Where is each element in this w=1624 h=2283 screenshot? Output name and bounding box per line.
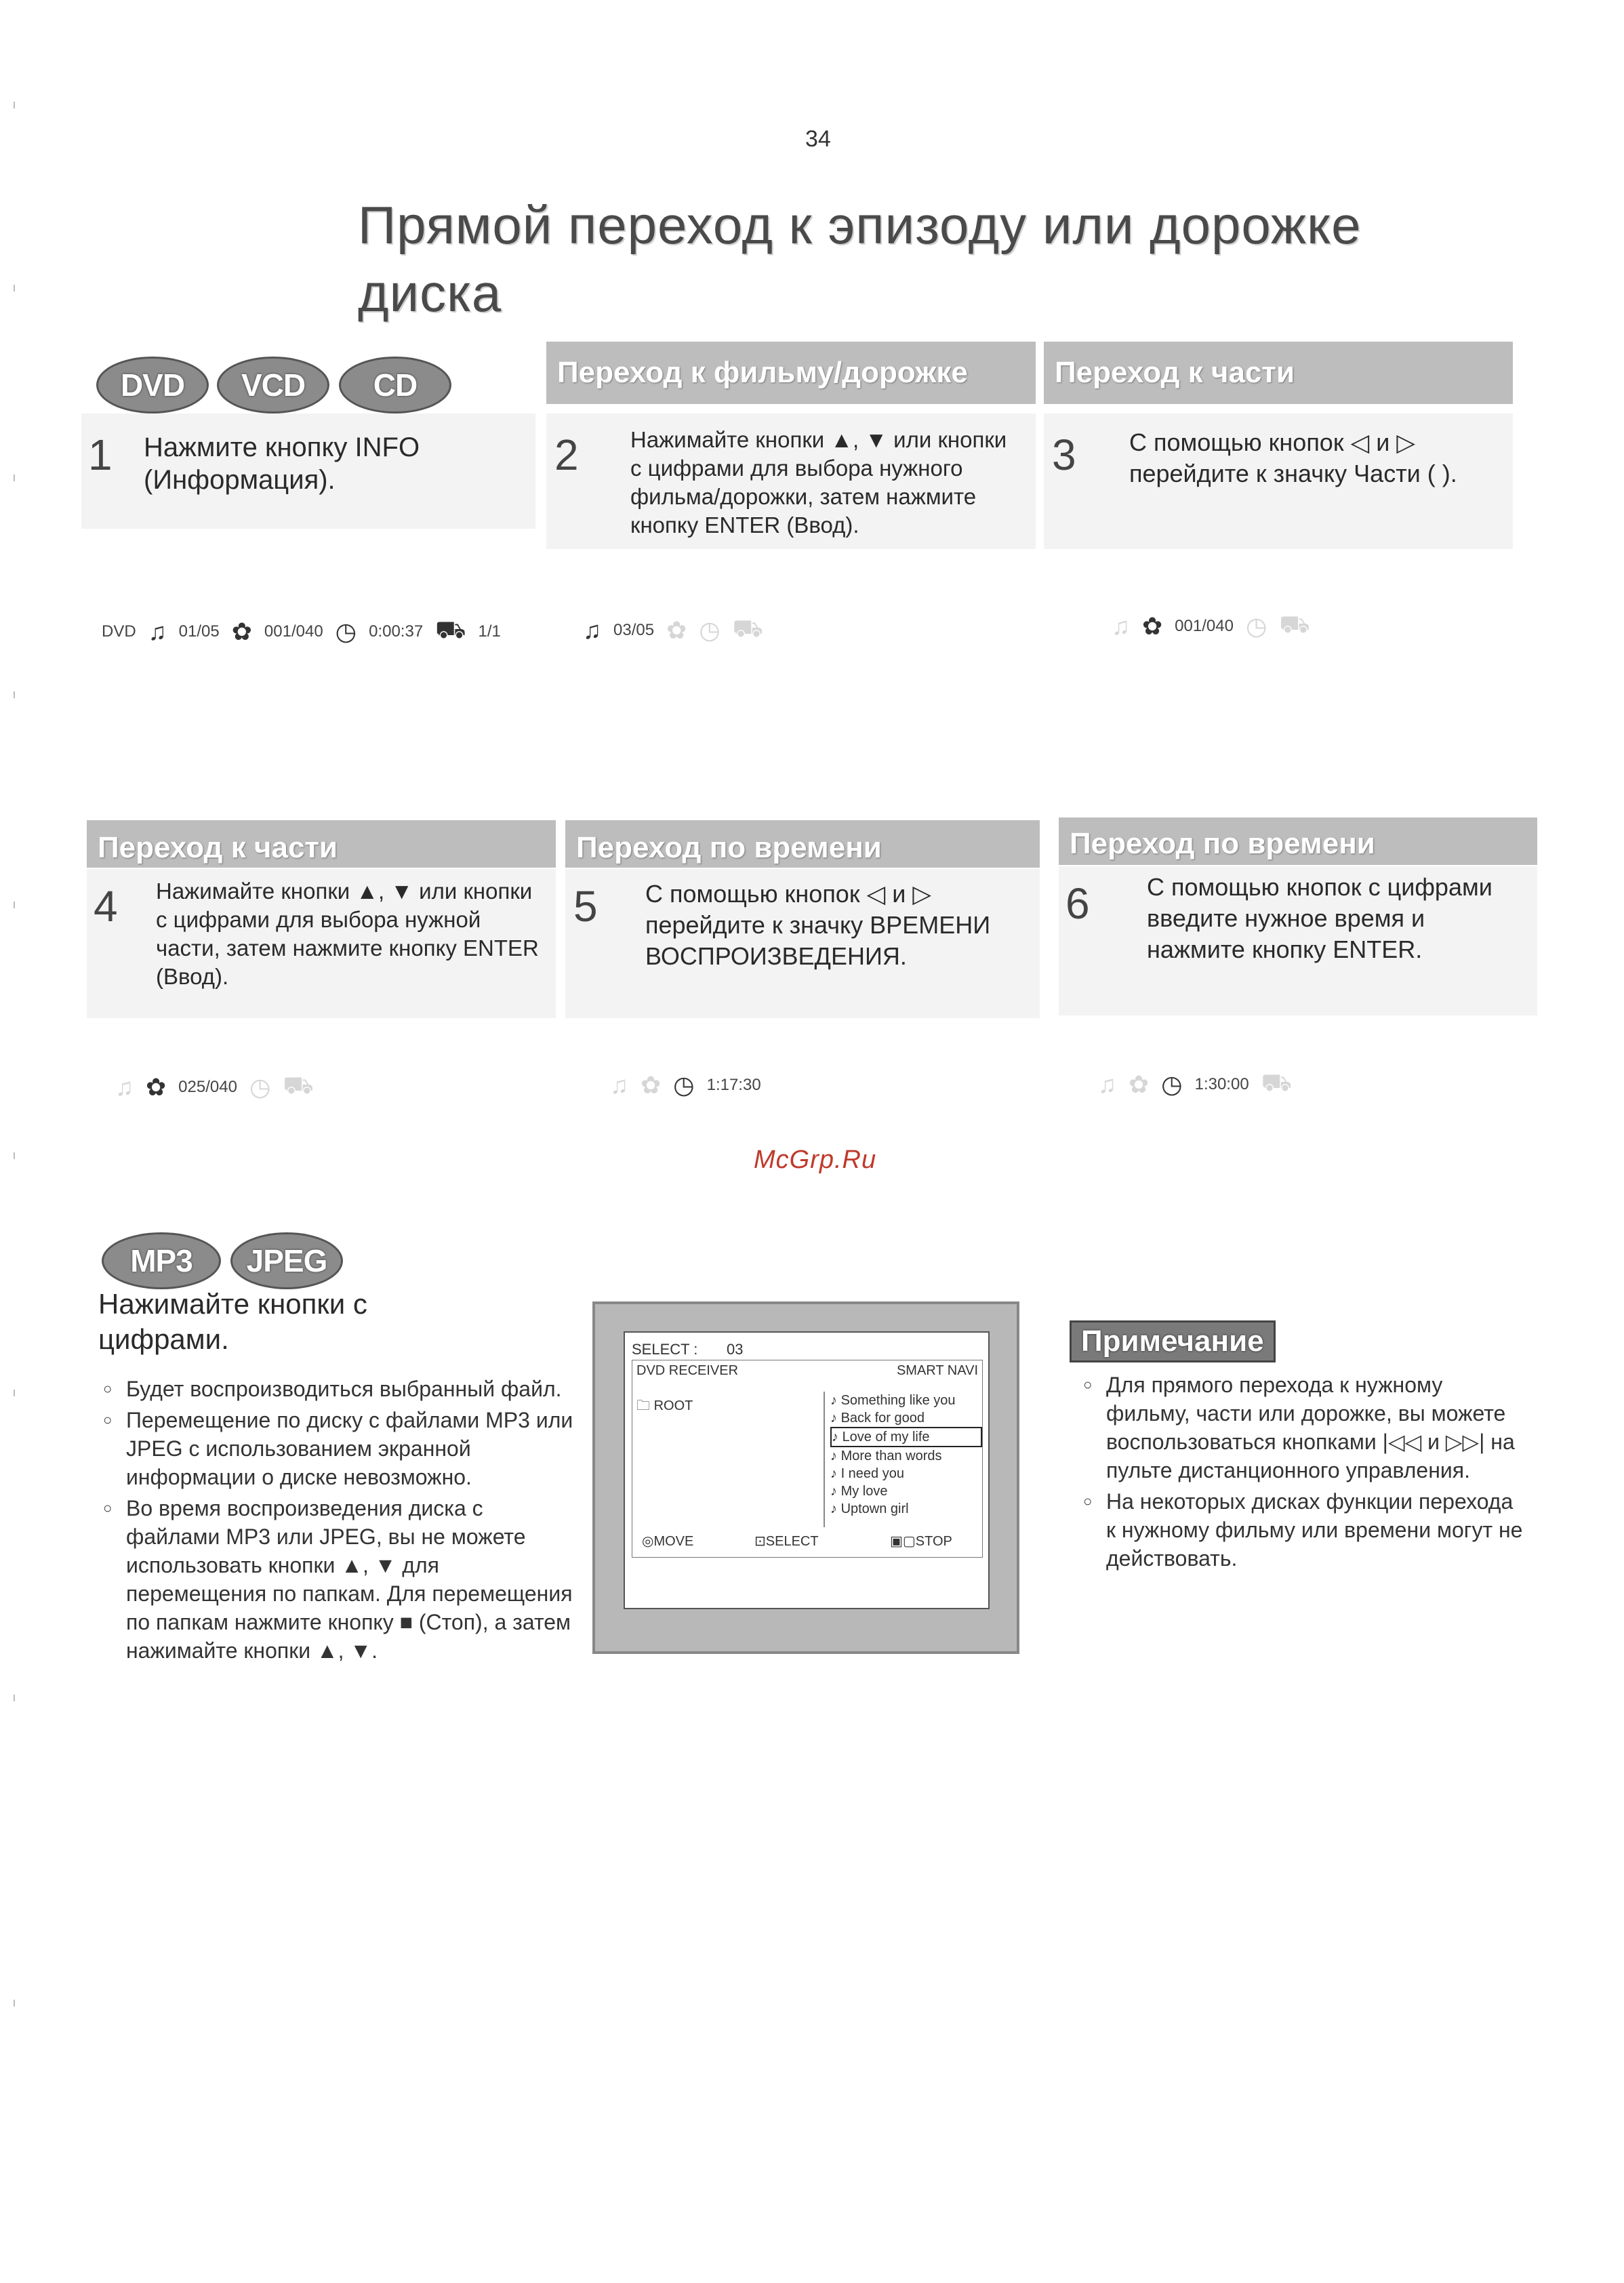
step-5-number: 5 <box>573 882 598 931</box>
music-note-icon: ♪ <box>830 1466 841 1481</box>
time-icon: ◷ <box>249 1072 271 1101</box>
header-jump-by-time-2: Переход по времени <box>1059 817 1537 865</box>
music-note-icon: ♪ <box>830 1449 841 1463</box>
screen-panel <box>624 1331 990 1609</box>
chapter-icon: ✿ <box>666 615 687 644</box>
footer-stop: ▣▢STOP <box>890 1534 952 1549</box>
mp3-bullet-list <box>100 1375 573 1668</box>
chapter-icon: ✿ <box>1129 1070 1150 1098</box>
header-jump-to-title: Переход к фильму/дорожке <box>546 342 1036 404</box>
header-jump-by-time: Переход по времени <box>565 820 1040 868</box>
osd-title-value: 03/05 <box>613 620 655 639</box>
angle-icon: ⛟ <box>283 1071 314 1099</box>
title-icon: ♫ <box>148 617 167 645</box>
osd-angle-value: 1/1 <box>478 622 501 641</box>
music-note-icon: ♪ <box>832 1430 843 1444</box>
page-title: Прямой переход к эпизоду или дорожке диска <box>358 195 1362 323</box>
music-note-icon: ♪ <box>830 1393 841 1408</box>
osd-step-3 <box>1112 610 1310 642</box>
step-1-text: Нажмите кнопку INFO (Информация). <box>144 432 420 495</box>
osd-step-2 <box>583 614 763 646</box>
music-note-icon: ♪ <box>830 1411 841 1426</box>
angle-icon: ⛟ <box>1261 1068 1292 1096</box>
chapter-icon: ✿ <box>1142 611 1163 640</box>
list-item[interactable]: ♪ Uptown girl <box>830 1501 909 1516</box>
select-label: SELECT : <box>632 1341 698 1358</box>
chapter-icon: ✿ <box>641 1071 662 1099</box>
list-item: ○ На некоторых дисках функции перехода к нужному фильму или времени могут не действовать. <box>1106 1487 1526 1573</box>
title-icon: ♫ <box>583 615 601 644</box>
osd-disc-label: DVD <box>102 622 136 641</box>
step-2-number: 2 <box>554 430 579 479</box>
step-6-text: С помощью кнопок с цифрами введите нужное время и нажмите кнопку ENTER. <box>1147 873 1493 963</box>
osd-chapter-value: 001/040 <box>1175 616 1234 635</box>
cd-badge: CD <box>339 357 451 413</box>
file-browser <box>632 1360 983 1558</box>
chapter-icon: ✿ <box>146 1072 167 1101</box>
time-icon: ◷ <box>335 617 357 645</box>
list-item: ○ Будет воспроизводиться выбранный файл. <box>126 1375 573 1403</box>
mp3-badge: MP3 <box>102 1232 221 1289</box>
list-item[interactable]: ♪ My love <box>830 1484 888 1499</box>
step-3-text: С помощью кнопок ◁ и ▷ перейдите к значку Части ( ). <box>1129 428 1457 487</box>
osd-step-4 <box>115 1071 314 1103</box>
select-value: 03 <box>727 1341 744 1358</box>
chapter-icon: ✿ <box>231 617 252 645</box>
header-jump-to-chapter: Переход к части <box>1044 342 1513 404</box>
stop-icon: ▣▢ <box>890 1534 916 1549</box>
mp3-heading: Нажимайте кнопки с цифрами. <box>98 1288 367 1355</box>
enter-icon: ⊡ <box>754 1534 766 1549</box>
step-4-number: 4 <box>94 882 118 931</box>
vcd-badge: VCD <box>217 357 329 413</box>
angle-icon: ⛟ <box>732 614 763 642</box>
list-item[interactable]: ♪ Something like you <box>830 1393 956 1408</box>
list-item: ○ Для прямого перехода к нужному фильму, части или дорожке, вы можете воспользоваться кнопками |◁◁ и ▷▷| на пульте дистанционного управления. <box>1106 1371 1526 1484</box>
step-4-text: Нажимайте кнопки ▲, ▼ или кнопки с цифрами для выбора нужной части, затем нажмите кнопку ENTER (Ввод). <box>156 878 539 989</box>
title-icon: ♫ <box>610 1071 628 1099</box>
track-list <box>830 1392 982 1518</box>
osd-time-value: 1:17:30 <box>706 1076 761 1094</box>
title-icon: ♫ <box>115 1072 134 1101</box>
osd-time-value: 1:30:00 <box>1194 1074 1249 1093</box>
note-heading: Примечание <box>1070 1320 1276 1362</box>
time-icon: ◷ <box>1161 1070 1183 1098</box>
time-icon: ◷ <box>673 1071 695 1099</box>
time-icon: ◷ <box>1245 611 1267 640</box>
list-item-selected[interactable]: ♪ Love of my life <box>830 1427 982 1447</box>
osd-chapter-value: 025/040 <box>178 1077 237 1096</box>
screen-illustration <box>592 1301 1019 1654</box>
osd-chapter-value: 001/040 <box>264 622 323 641</box>
folder-icon: 🗀 <box>636 1398 650 1413</box>
music-note-icon: ♪ <box>830 1501 841 1516</box>
dvd-badge: DVD <box>96 357 209 413</box>
list-divider <box>824 1392 825 1527</box>
footer-select: ⊡SELECT <box>754 1534 819 1549</box>
angle-icon: ⛟ <box>435 615 466 643</box>
osd-step-5 <box>610 1071 761 1099</box>
step-5-text: С помощью кнопок ◁ и ▷ перейдите к значку ВРЕМЕНИ ВОСПРОИЗВЕДЕНИЯ. <box>645 880 991 970</box>
joystick-icon: ◎ <box>642 1534 654 1549</box>
list-item[interactable]: ♪ More than words <box>830 1449 942 1463</box>
list-item[interactable]: ♪ I need you <box>830 1466 904 1481</box>
step-3-number: 3 <box>1052 430 1076 479</box>
jpeg-badge: JPEG <box>230 1232 343 1289</box>
note-bullet-list <box>1080 1371 1526 1575</box>
music-note-icon: ♪ <box>830 1484 841 1499</box>
osd-time-value: 0:00:37 <box>369 622 424 641</box>
browser-title: DVD RECEIVER <box>636 1363 739 1378</box>
smart-navi-label: SMART NAVI <box>896 1363 978 1378</box>
list-item: ○ Во время воспроизведения диска с файлами MP3 или JPEG, вы не можете использовать кнопки ▲, ▼ для перемещения по папкам. Для перемещения по папкам нажмите кнопку ■ (Стоп), а затем нажимайте кнопки ▲, ▼. <box>126 1494 573 1665</box>
page-number: 34 <box>805 126 831 152</box>
time-icon: ◷ <box>699 615 720 644</box>
step-2-text: Нажимайте кнопки ▲, ▼ или кнопки с цифрами для выбора нужного фильма/дорожки, затем нажмите кнопку ENTER (Ввод). <box>630 427 1007 538</box>
osd-step-1 <box>102 615 501 647</box>
osd-title-value: 01/05 <box>178 622 220 641</box>
list-item[interactable]: ♪ Back for good <box>830 1411 925 1426</box>
osd-step-6 <box>1098 1068 1292 1100</box>
root-folder[interactable]: 🗀 ROOT <box>636 1398 693 1413</box>
step-1-number: 1 <box>88 430 113 479</box>
header-jump-to-chapter-2: Переход к части <box>87 820 556 868</box>
angle-icon: ⛟ <box>1279 610 1310 638</box>
step-6-number: 6 <box>1065 879 1090 928</box>
footer-move: ◎MOVE <box>642 1534 694 1549</box>
list-item: ○ Перемещение по диску с файлами MP3 или JPEG с использованием экранной информации о диске невозможно. <box>126 1406 573 1491</box>
title-icon: ♫ <box>1112 611 1130 640</box>
watermark: McGrp.Ru <box>754 1146 877 1174</box>
title-icon: ♫ <box>1098 1070 1116 1098</box>
